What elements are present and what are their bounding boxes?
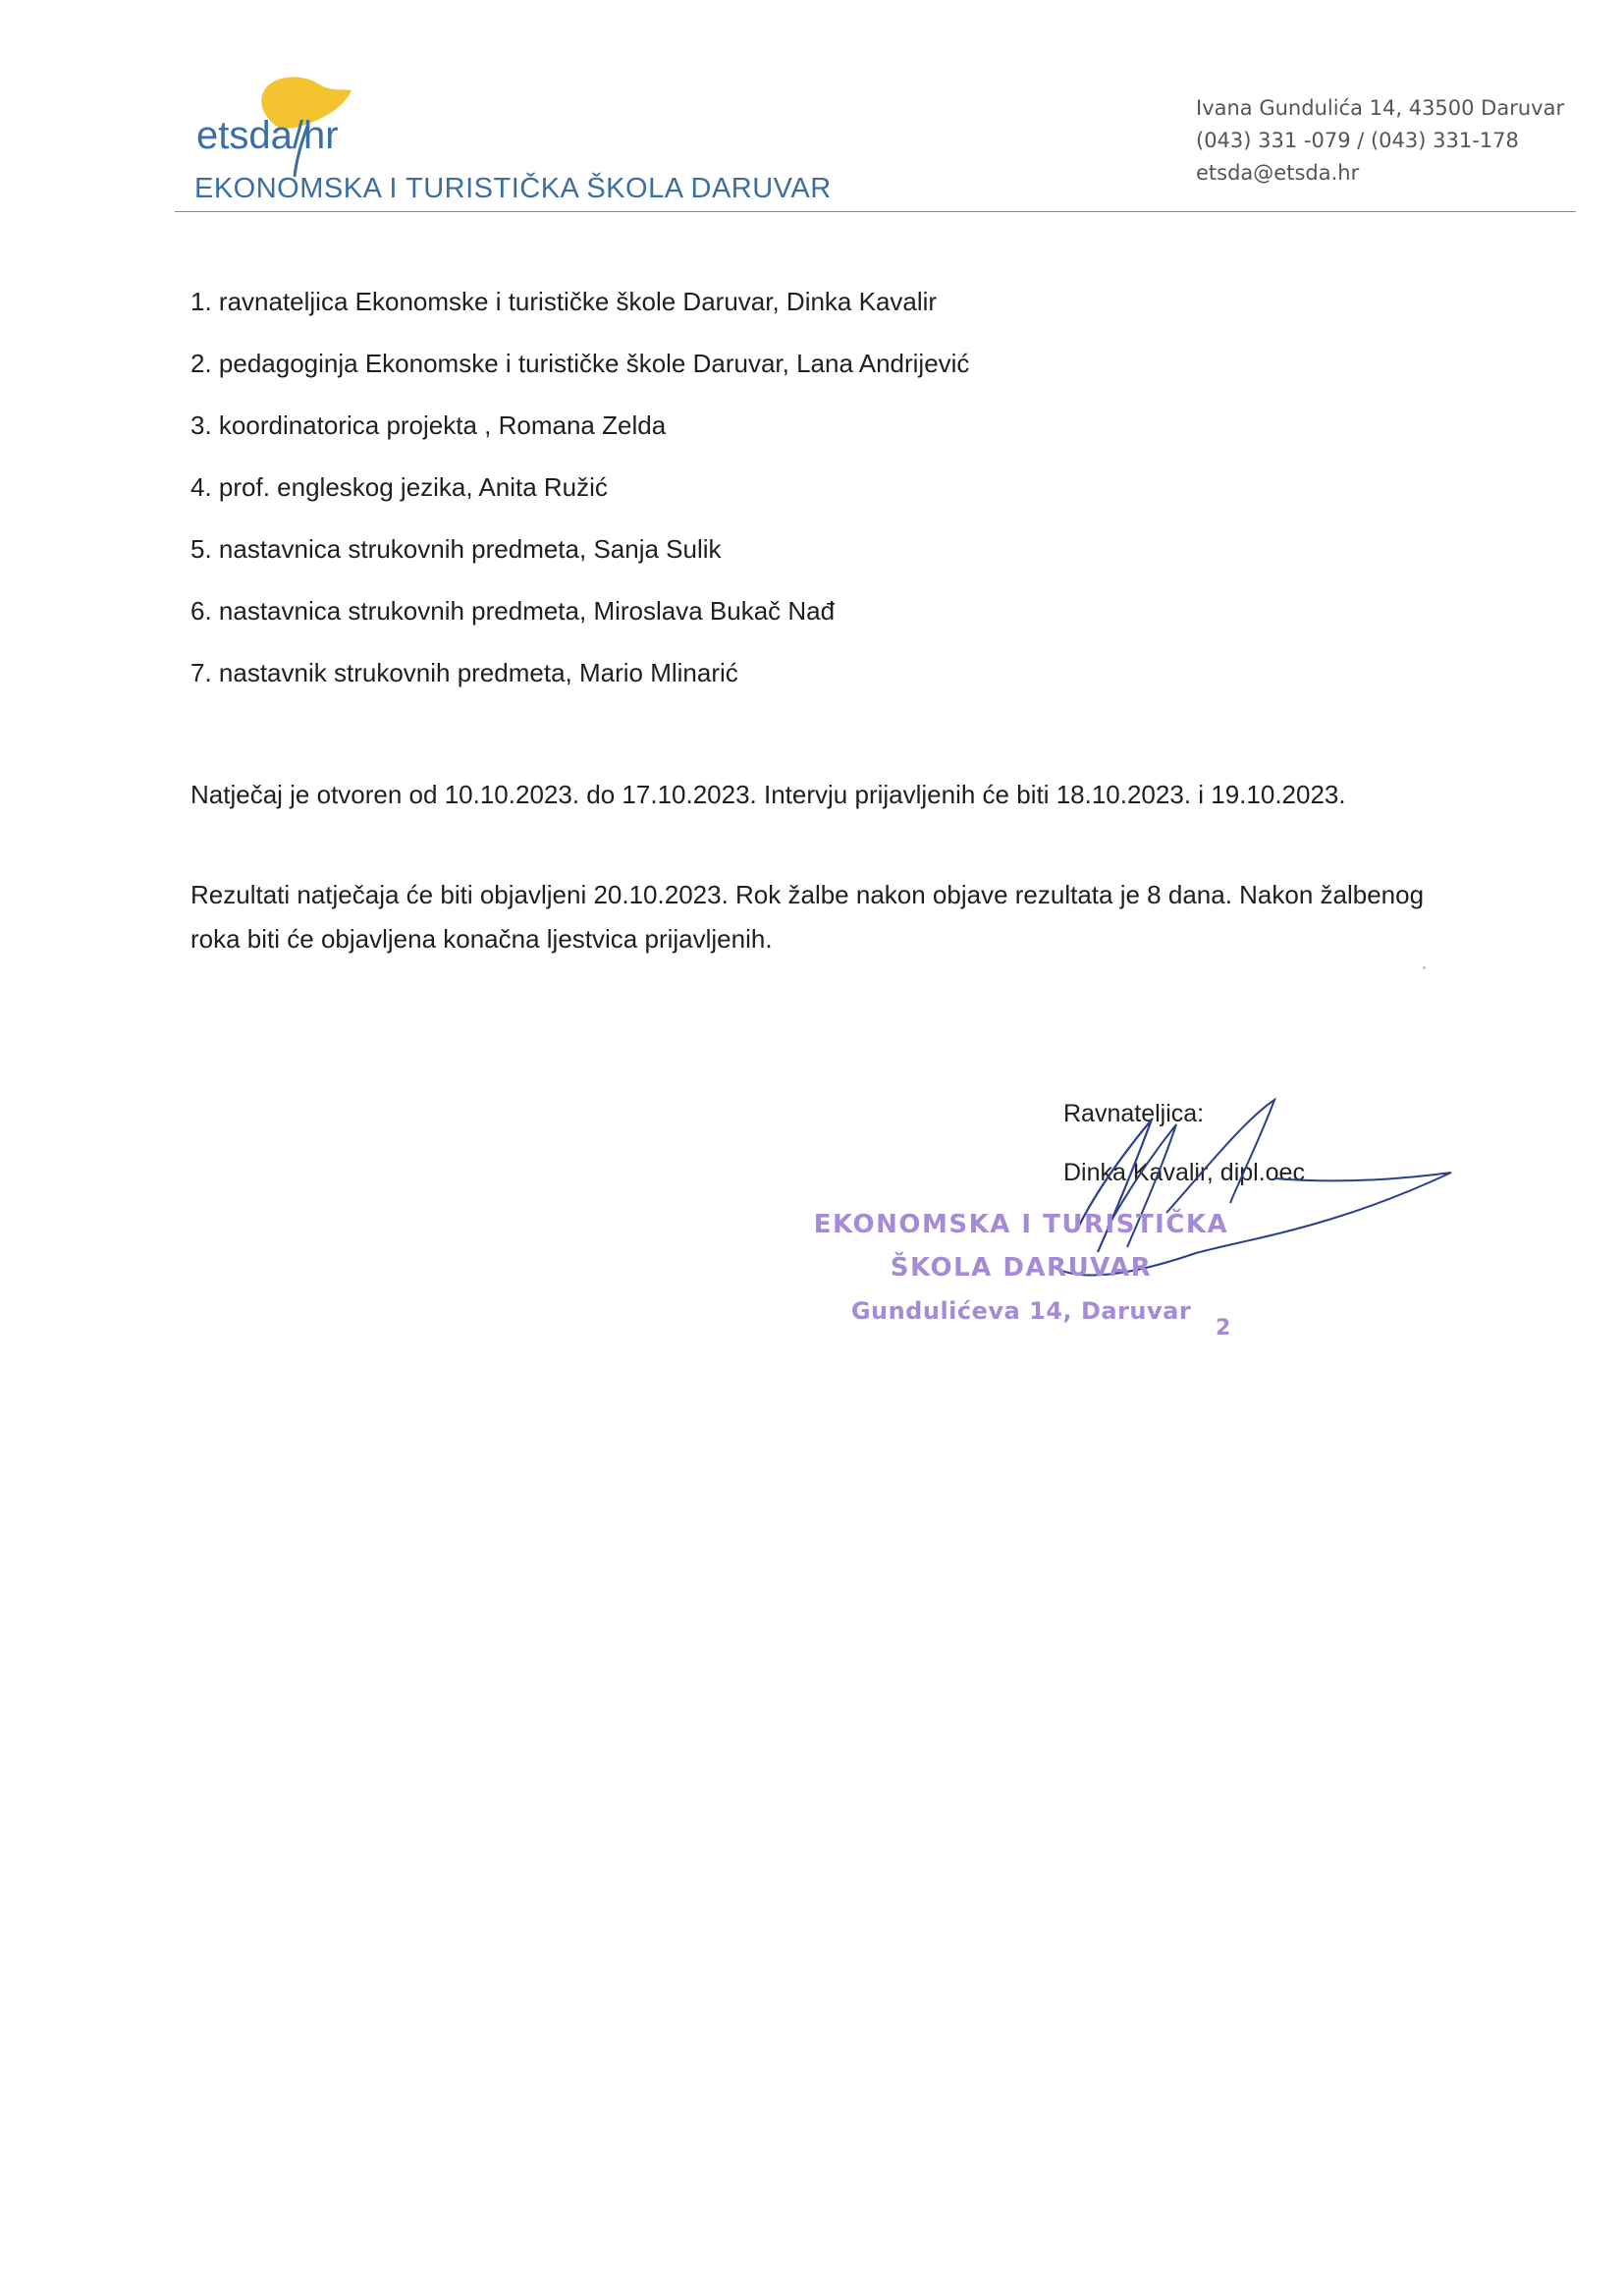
signature-title: Ravnateljica: — [1063, 1100, 1205, 1127]
contact-address: Ivana Gundulića 14, 43500 Daruvar — [1196, 96, 1565, 120]
stamp-line-2: ŠKOLA DARUVAR — [890, 1253, 1153, 1283]
logo-text — [196, 114, 339, 158]
list-item: 1. ravnateljica Ekonomske i turističke škole Daruvar, Dinka Kavalir — [190, 287, 938, 316]
logo-text-main: etsda — [196, 114, 293, 157]
contact-phones: (043) 331 -079 / (043) 331-178 — [1196, 129, 1519, 152]
signature-name: Dinka Kavalir, dipl.oec — [1063, 1159, 1305, 1186]
list-item: 7. nastavnik strukovnih predmeta, Mario Mlinarić — [190, 658, 738, 687]
stamp-number: 2 — [1216, 1316, 1231, 1340]
school-name: EKONOMSKA I TURISTIČKA ŠKOLA DARUVAR — [194, 173, 832, 204]
school-stamp — [785, 1203, 1257, 1333]
logo-slash: / — [292, 114, 303, 157]
results-paragraph: Rezultati natječaja će biti objavljeni 20.10.2023. Rok žalbe nakon objave rezultata je 8 dana. Nakon žalbenog roka biti će objavljena konačna ljestvica prijavljenih. — [190, 880, 1425, 954]
committee-members-list — [190, 285, 969, 718]
stamp-line-1: EKONOMSKA I TURISTIČKA — [813, 1210, 1229, 1239]
competition-dates-paragraph: Natječaj je otvoren od 10.10.2023. do 17.10.2023. Intervju prijavljenih će biti 18.10.2023. i 19.10.2023. — [190, 780, 1346, 809]
header-divider — [175, 211, 1576, 212]
list-item: 4. prof. engleskog jezika, Anita Ružić — [190, 472, 608, 502]
list-item: 6. nastavnica strukovnih predmeta, Miroslava Bukač Nađ — [190, 596, 836, 626]
logo-text-suffix: hr — [302, 114, 339, 157]
list-item: 3. koordinatorica projekta , Romana Zelda — [190, 410, 667, 440]
list-item: 5. nastavnica strukovnih predmeta, Sanja Sulik — [190, 534, 722, 564]
contact-block — [1196, 92, 1564, 190]
contact-email: etsda@etsda.hr — [1196, 161, 1360, 185]
list-item: 2. pedagoginja Ekonomske i turističke škole Daruvar, Lana Andrijević — [190, 349, 970, 378]
stamp-line-3: Gundulićeva 14, Daruvar — [850, 1297, 1192, 1325]
scan-speck — [1423, 966, 1426, 969]
